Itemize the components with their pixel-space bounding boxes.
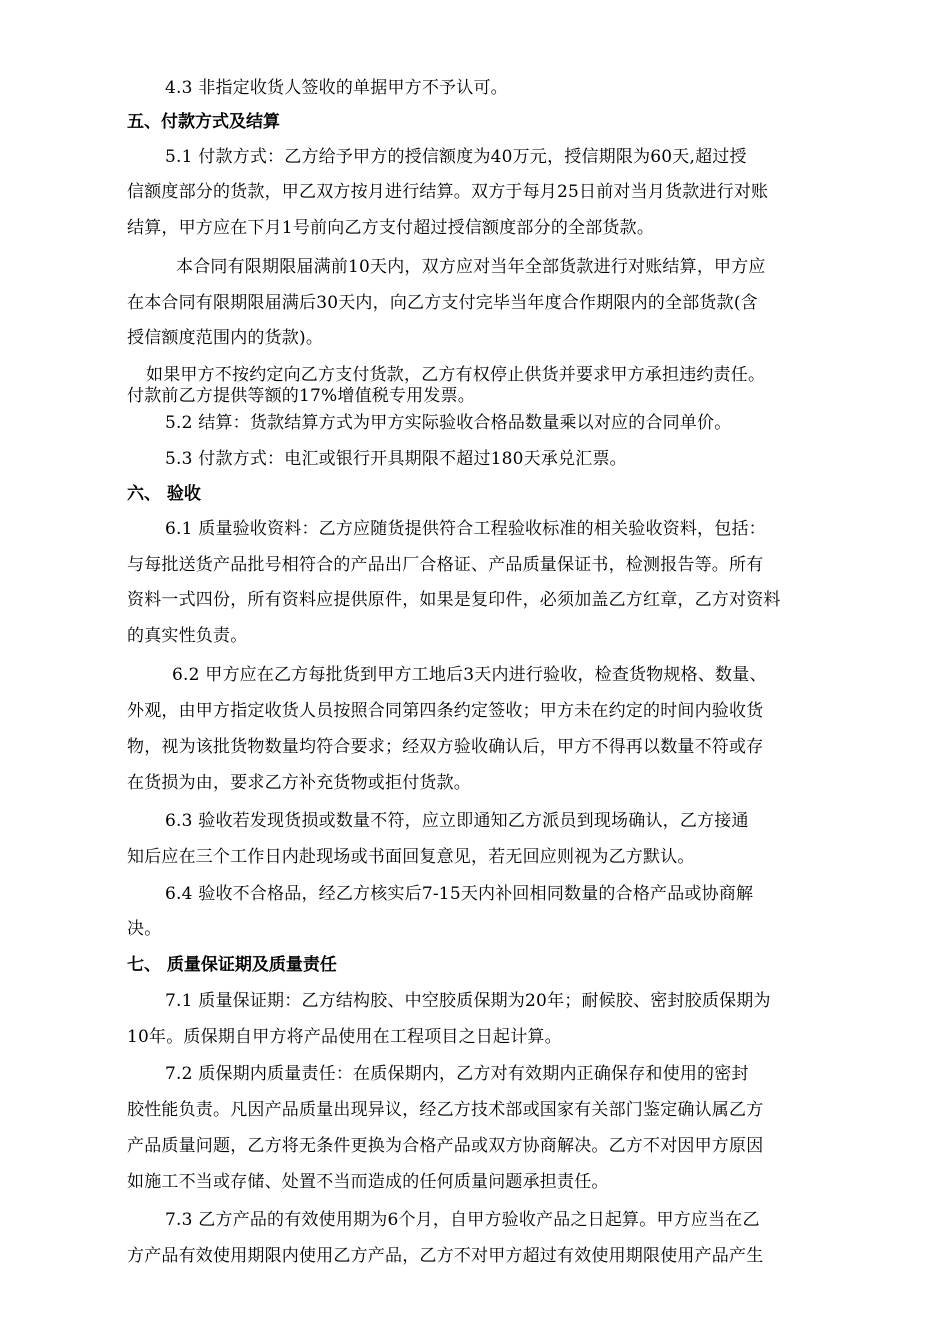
clause-6-4-line-1: 6.4 验收不合格品，经乙方核实后7-15天内补回相同数量的合格产品或协商解	[165, 884, 754, 904]
section-heading-5: 五、付款方式及结算	[127, 112, 280, 132]
clause-6-4-line-2: 决。	[127, 919, 162, 939]
clause-5-3: 5.3 付款方式：电汇或银行开具期限不超过180天承兑汇票。	[165, 449, 627, 469]
clause-6-2-line-1: 6.2 甲方应在乙方每批货到甲方工地后3天内进行验收，检查货物规格、数量、	[172, 665, 767, 685]
clause-5-1-line-3: 结算，甲方应在下月1号前向乙方支付超过授信额度部分的全部货款。	[127, 218, 655, 238]
clause-6-2-line-4: 在货损为由，要求乙方补充货物或拒付货款。	[127, 773, 471, 793]
paragraph-term-line-1: 本合同有限期限届满前10天内，双方应对当年全部货款进行对账结算，甲方应	[176, 257, 766, 277]
clause-7-2-line-3: 产品质量问题，乙方将无条件更换为合格产品或双方协商解决。乙方不对因甲方原因	[127, 1136, 764, 1156]
clause-7-1-line-1: 7.1 质量保证期：乙方结构胶、中空胶质保期为20年；耐候胶、密封胶质保期为	[165, 991, 771, 1011]
section-heading-6: 六、 验收	[127, 484, 201, 504]
clause-6-2-line-2: 外观，由甲方指定收货人员按照合同第四条约定签收；甲方未在约定的时间内验收货	[127, 701, 764, 721]
clause-6-1-line-1: 6.1 质量验收资料：乙方应随货提供符合工程验收标准的相关验收资料，包括：	[165, 519, 766, 539]
clause-6-2-line-3: 物，视为该批货物数量均符合要求；经双方验收确认后，甲方不得再以数量不符或存	[127, 737, 764, 757]
paragraph-term-line-2: 在本合同有限期限届满后30天内，向乙方支付完毕当年度合作期限内的全部货款(含	[127, 293, 758, 313]
clause-7-1-line-2: 10年。质保期自甲方将产品使用在工程项目之日起计算。	[127, 1027, 562, 1047]
paragraph-breach-line-1: 如果甲方不按约定向乙方支付货款，乙方有权停止供货并要求甲方承担违约责任。	[146, 365, 766, 385]
clause-6-3-line-2: 知后应在三个工作日内赴现场或书面回复意见，若无回应则视为乙方默认。	[127, 847, 695, 867]
clause-6-3-line-1: 6.3 验收若发现货损或数量不符，应立即通知乙方派员到现场确认，乙方接通	[165, 811, 749, 831]
clause-5-1-line-1: 5.1 付款方式：乙方给予甲方的授信额度为40万元，授信期限为60天,超过授	[165, 147, 747, 167]
clause-5-1-line-2: 信额度部分的货款，甲乙双方按月进行结算。双方于每月25日前对当月货款进行对账	[127, 182, 769, 202]
clause-6-1-line-2: 与每批送货产品批号相符合的产品出厂合格证、产品质量保证书，检测报告等。所有	[127, 555, 764, 575]
clause-5-2: 5.2 结算：货款结算方式为甲方实际验收合格品数量乘以对应的合同单价。	[165, 413, 732, 433]
section-heading-7: 七、 质量保证期及质量责任	[127, 955, 337, 975]
clause-4-3: 4.3 非指定收货人签收的单据甲方不予认可。	[165, 78, 508, 98]
paragraph-invoice: 付款前乙方提供等额的17%增值税专用发票。	[127, 386, 475, 406]
paragraph-term-line-3: 授信额度范围内的货款)。	[127, 328, 324, 348]
clause-7-2-line-4: 如施工不当或存储、处置不当而造成的任何质量问题承担责任。	[127, 1172, 609, 1192]
clause-7-3-line-1: 7.3 乙方产品的有效使用期为6个月，自甲方验收产品之日起算。甲方应当在乙	[165, 1210, 760, 1230]
clause-7-3-line-2: 方产品有效使用期限内使用乙方产品，乙方不对甲方超过有效使用期限使用产品产生	[127, 1246, 764, 1266]
clause-7-2-line-1: 7.2 质保期内质量责任：在质保期内，乙方对有效期内正确保存和使用的密封	[165, 1064, 749, 1084]
clause-6-1-line-3: 资料一式四份，所有资料应提供原件，如果是复印件，必须加盖乙方红章，乙方对资料	[127, 590, 781, 610]
clause-6-1-line-4: 的真实性负责。	[127, 626, 248, 646]
clause-7-2-line-2: 胶性能负责。凡因产品质量出现异议，经乙方技术部或国家有关部门鉴定确认属乙方	[127, 1100, 764, 1120]
